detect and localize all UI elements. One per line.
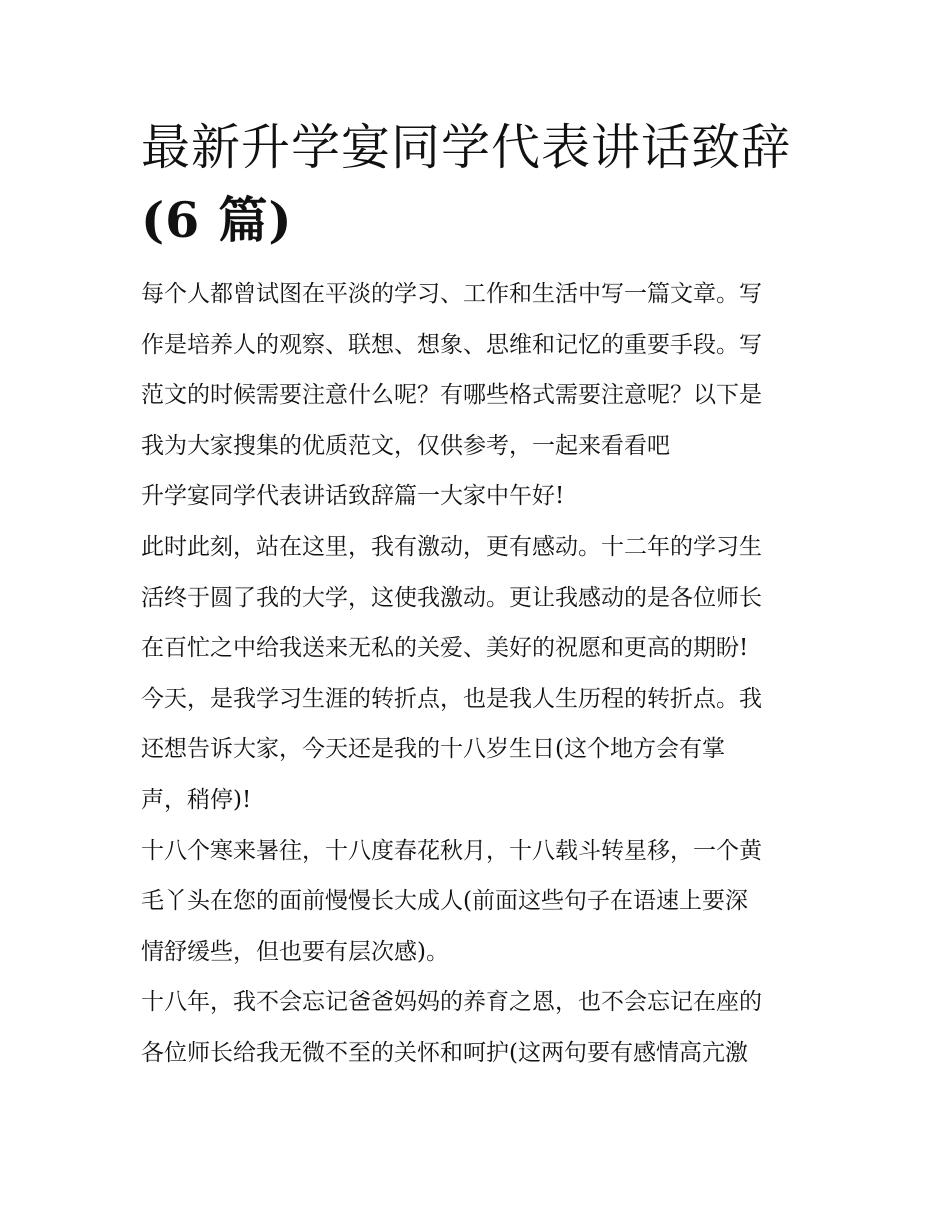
text-line: 我为大家搜集的优质范文，仅供参考，一起来看看吧 — [141, 432, 670, 459]
paragraph-body — [141, 674, 817, 826]
text-line: 十八年，我不会忘记爸爸妈妈的养育之恩，也不会忘记在座的 — [141, 989, 762, 1016]
title-suffix: (6 篇) — [141, 191, 293, 249]
text-line: 范文的时候需要注意什么呢？有哪些格式需要注意呢？以下是 — [141, 382, 762, 409]
text-line: 声，稍停)! — [141, 786, 252, 813]
text-line: 活终于圆了我的大学，这使我激动。更让我感动的是各位师长 — [141, 584, 762, 611]
document-content — [141, 112, 817, 1079]
text-line: 还想告诉大家，今天还是我的十八岁生日(这个地方会有掌 — [141, 736, 725, 763]
paragraph-intro — [141, 269, 817, 471]
paragraph-greeting — [141, 471, 817, 522]
text-line: 今天，是我学习生涯的转折点，也是我人生历程的转折点。我 — [141, 685, 762, 712]
paragraph-body — [141, 522, 817, 674]
text-line: 每个人都曾试图在平淡的学习、工作和生活中写一篇文章。写 — [141, 281, 762, 307]
text-line: 毛丫头在您的面前慢慢长大成人(前面这些句子在语速上要深 — [141, 888, 748, 915]
title-main: 最新升学宴同学代表讲话致辞 — [141, 119, 792, 176]
text-line: 作是培养人的观察、联想、想象、思维和记忆的重要手段。写 — [141, 331, 762, 358]
text-line: 各位师长给我无微不至的关怀和呵护(这两句要有感情高亢激 — [141, 1039, 748, 1066]
text-line: 在百忙之中给我送来无私的关爱、美好的祝愿和更高的期盼! — [141, 635, 749, 662]
document-title — [141, 112, 817, 257]
text-line: 情舒缓些，但也要有层次感)。 — [141, 938, 449, 965]
text-line: 此时此刻，站在这里，我有激动，更有感动。十二年的学习生 — [141, 533, 762, 560]
paragraph-body — [141, 977, 817, 1078]
paragraph-body — [141, 826, 817, 978]
text-line: 十八个寒来暑往，十八度春花秋月，十八载斗转星移，一个黄 — [141, 837, 762, 864]
document-body — [141, 269, 817, 1079]
text-line: 升学宴同学代表讲话致辞篇一大家中午好! — [141, 483, 565, 510]
